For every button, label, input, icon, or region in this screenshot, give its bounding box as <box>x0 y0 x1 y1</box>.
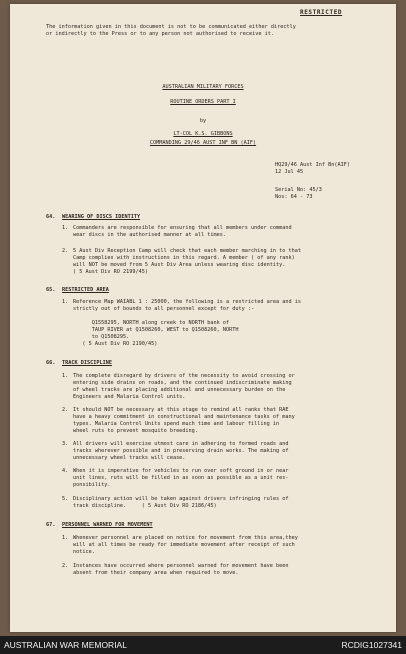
para-line: strictly out of bounds to all personnel except for duty :- <box>73 306 255 312</box>
para-number: 1. <box>62 535 69 541</box>
classification-header: RESTRICTED <box>300 9 343 16</box>
para-line: TAUP RIVER at Q1508260, WEST to Q1508260, NORTH <box>73 327 239 333</box>
title-line-4: LT-COL K.S. GIBBONS <box>173 131 233 137</box>
para-number: 5. <box>62 496 69 502</box>
para-line: Instances have occurred where personnel warned for movement have been <box>73 563 289 569</box>
para-line: wheel ruts to prevent mosquito breeding. <box>73 428 198 434</box>
notice-line-2: or indirectly to the Press or to any person not authorised to receive it. <box>46 31 274 37</box>
ref-unit: HQ29/46 Aust Inf Bn(AIF) <box>275 162 350 168</box>
section-67-heading: PERSONNEL WARNED FOR MOVEMENT <box>62 522 153 528</box>
para-line: have a heavy commitment in constructional and maintenance tasks of many <box>73 414 295 420</box>
title-line-1: AUSTRALIAN MILITARY FORCES <box>162 84 244 90</box>
para-line: wear discs in the authorised manner at all times. <box>73 232 227 238</box>
para-line: ( 5 Aust Div RO 2199/45) <box>73 269 148 275</box>
para-line: will NOT be moved from 5 Aust Div Area unless wearing disc identity. <box>73 262 286 268</box>
para-line: It should NOT be necessary at this stage to remind all ranks that RAE <box>73 407 289 413</box>
para-line: When it is imperative for vehicles to run over soft ground in or near <box>73 468 289 474</box>
para-line: will at all times be ready for immediate movement after receipt of such <box>73 542 295 548</box>
para-number: 1. <box>62 225 69 231</box>
para-number: 1. <box>62 299 69 305</box>
para-number: 1. <box>62 373 69 379</box>
document-page <box>10 4 396 632</box>
section-65-number: 65. <box>46 287 56 293</box>
para-line: unnecessary wheel tracks will cease. <box>73 455 186 461</box>
para-line: Engineers and Malaria Control units. <box>73 394 186 400</box>
para-number: 2. <box>62 248 69 254</box>
section-66-number: 66. <box>46 360 56 366</box>
para-line: absent from their company area when required to move. <box>73 570 239 576</box>
para-line: Camp complies with instructions in this regard. A member ( of any rank) <box>73 255 295 261</box>
para-line: tracks wherever possible and in preserving drain works. The making of <box>73 448 289 454</box>
section-64-heading: WEARING OF DISCS IDENTITY <box>62 214 141 220</box>
para-line: ponsibility. <box>73 482 111 488</box>
para-line: The complete disregard by drivers of the necessity to avoid crossing or <box>73 373 295 379</box>
para-line: Disciplinary action will be taken against drivers infringing rules of <box>73 496 289 502</box>
para-number: 4. <box>62 468 69 474</box>
section-66-heading: TRACK DISCIPLINE <box>62 360 112 366</box>
para-line: Q1558295, NORTH along creek to NORTH bank of <box>73 320 230 326</box>
title-line-5: COMMANDING 29/46 AUST INF BN (AIF) <box>149 140 257 146</box>
title-line-3: by <box>199 118 207 124</box>
footer-id: RCDIG1027341 <box>341 640 402 650</box>
para-line: unit lines, ruts will be filled in as soon as possible as a unit res- <box>73 475 289 481</box>
section-64-number: 64. <box>46 214 56 220</box>
title-line-2: ROUTINE ORDERS PART I <box>170 99 236 105</box>
notice-line-1: The information given in this document is not to be communicated either directly <box>46 24 296 30</box>
para-line: notice. <box>73 549 95 555</box>
para-line: entering side drains on roads, and the continued indiscriminate making <box>73 380 292 386</box>
section-65-heading: RESTRICTED AREA <box>62 287 109 293</box>
section-67-number: 67. <box>46 522 56 528</box>
ref-nos: Nos: 64 - 73 <box>275 194 313 200</box>
para-line: of wheel tracks are placing additional and unnecessary burden on the <box>73 387 286 393</box>
footer-source: AUSTRALIAN WAR MEMORIAL <box>4 640 127 650</box>
para-number: 3. <box>62 441 69 447</box>
para-line: ( 5 Aust Div RO 2190/45) <box>73 341 158 347</box>
para-line: Commanders are responsible for ensuring that all members under command <box>73 225 292 231</box>
para-line: 5 Aust Div Reception Camp will check that each member marching in to that <box>73 248 301 254</box>
para-line: Reference Map WAIABL 1 : 25000, the following is a restricted area and is <box>73 299 301 305</box>
para-line: track discipline. ( 5 Aust Div RO 2186/45) <box>73 503 217 509</box>
para-number: 2. <box>62 563 69 569</box>
para-line: Whenever personnel are placed on notice for movement from this area,they <box>73 535 298 541</box>
archive-footer <box>0 636 406 654</box>
ref-serial: Serial No: 45/3 <box>275 187 322 193</box>
para-number: 2. <box>62 407 69 413</box>
ref-date: 12 Jul 45 <box>275 169 304 175</box>
para-line: All drivers will exercise utmost care in adhering to formed roads and <box>73 441 289 447</box>
para-line: to Q1508295. <box>73 334 130 340</box>
para-line: types. Malaria Control Units spend much time and labour filling in <box>73 421 280 427</box>
